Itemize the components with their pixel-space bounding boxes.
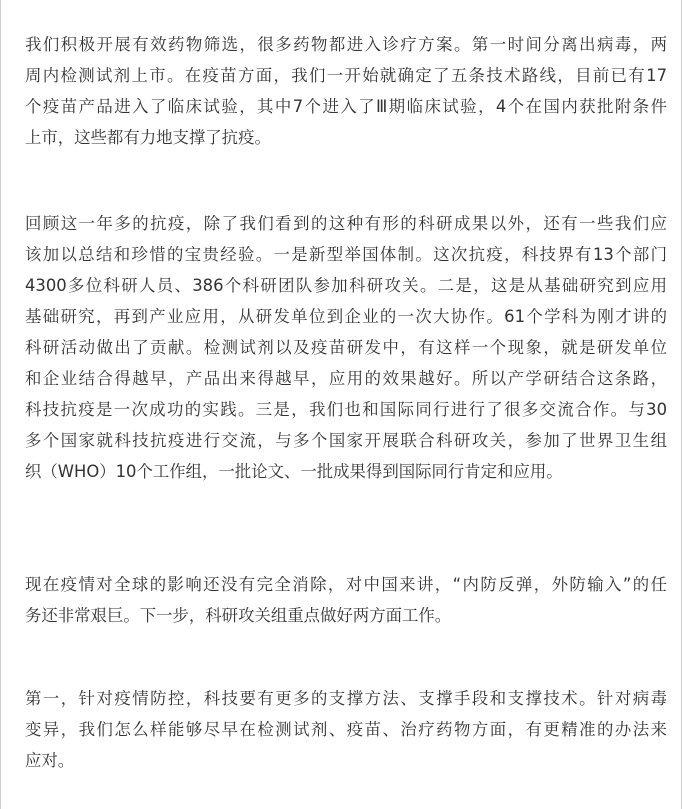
paragraph-line: 第一，针对疫情防控，科技要有更多的支撑方法、支撑手段和支撑技术。针对病毒	[25, 689, 667, 708]
paragraph-line: 变异，我们怎么样能够尽早在检测试剂、疫苗、治疗药物方面，有更精准的办法来	[25, 720, 667, 739]
paragraph-line: 务还非常艰巨。下一步，科研攻关组重点做好两方面工作。	[25, 606, 452, 625]
paragraph-vaccine-progress	[25, 29, 667, 153]
paragraph-line: 科研活动做出了贡献。检测试剂以及疫苗研发中，有这样一个现象，就是研发单位	[25, 338, 667, 357]
paragraph-line: 现在疫情对全球的影响还没有完全消除，对中国来讲，“内防反弹，外防输入”的任	[25, 575, 667, 594]
paragraph-line: 该加以总结和珍惜的宝贵经验。一是新型举国体制。这次抗疫，科技界有13个部门	[25, 245, 667, 264]
paragraph-line: 多个国家就科技抗疫进行交流，与多个国家开展联合科研攻关，参加了世界卫生组	[25, 431, 667, 450]
paragraph-current-situation	[25, 569, 667, 631]
paragraph-experience-review	[25, 208, 667, 487]
paragraph-line: 和企业结合得越早，产品出来得越早，应用的效果越好。所以产学研结合这条路，	[25, 369, 667, 388]
paragraph-line: 织（WHO）10个工作组，一批论文、一批成果得到国际同行肯定和应用。	[25, 462, 563, 481]
paragraph-line: 应对。	[25, 751, 75, 770]
paragraph-line: 个疫苗产品进入了临床试验，其中7个进入了Ⅲ期临床试验，4个在国内获批附条件	[25, 97, 667, 116]
paragraph-line: 科技抗疫是一次成功的实践。三是，我们也和国际同行进行了很多交流合作。与30	[25, 400, 667, 419]
paragraph-line: 我们积极开展有效药物筛选，很多药物都进入诊疗方案。第一时间分离出病毒，两	[25, 35, 667, 54]
paragraph-line: 上市，这些都有力地支撑了抗疫。	[25, 128, 271, 147]
paragraph-line: 周内检测试剂上市。在疫苗方面，我们一开始就确定了五条技术路线，目前已有17	[25, 66, 667, 85]
paragraph-line: 回顾这一年多的抗疫，除了我们看到的这种有形的科研成果以外，还有一些我们应	[25, 214, 667, 233]
paragraph-first-task	[25, 683, 667, 776]
paragraph-line: 基础研究，再到产业应用，从研发单位到企业的一次大协作。61个学科为刚才讲的	[25, 307, 667, 326]
paragraph-line: 4300多位科研人员、386个科研团队参加科研攻关。二是，这是从基础研究到应用	[25, 276, 667, 295]
